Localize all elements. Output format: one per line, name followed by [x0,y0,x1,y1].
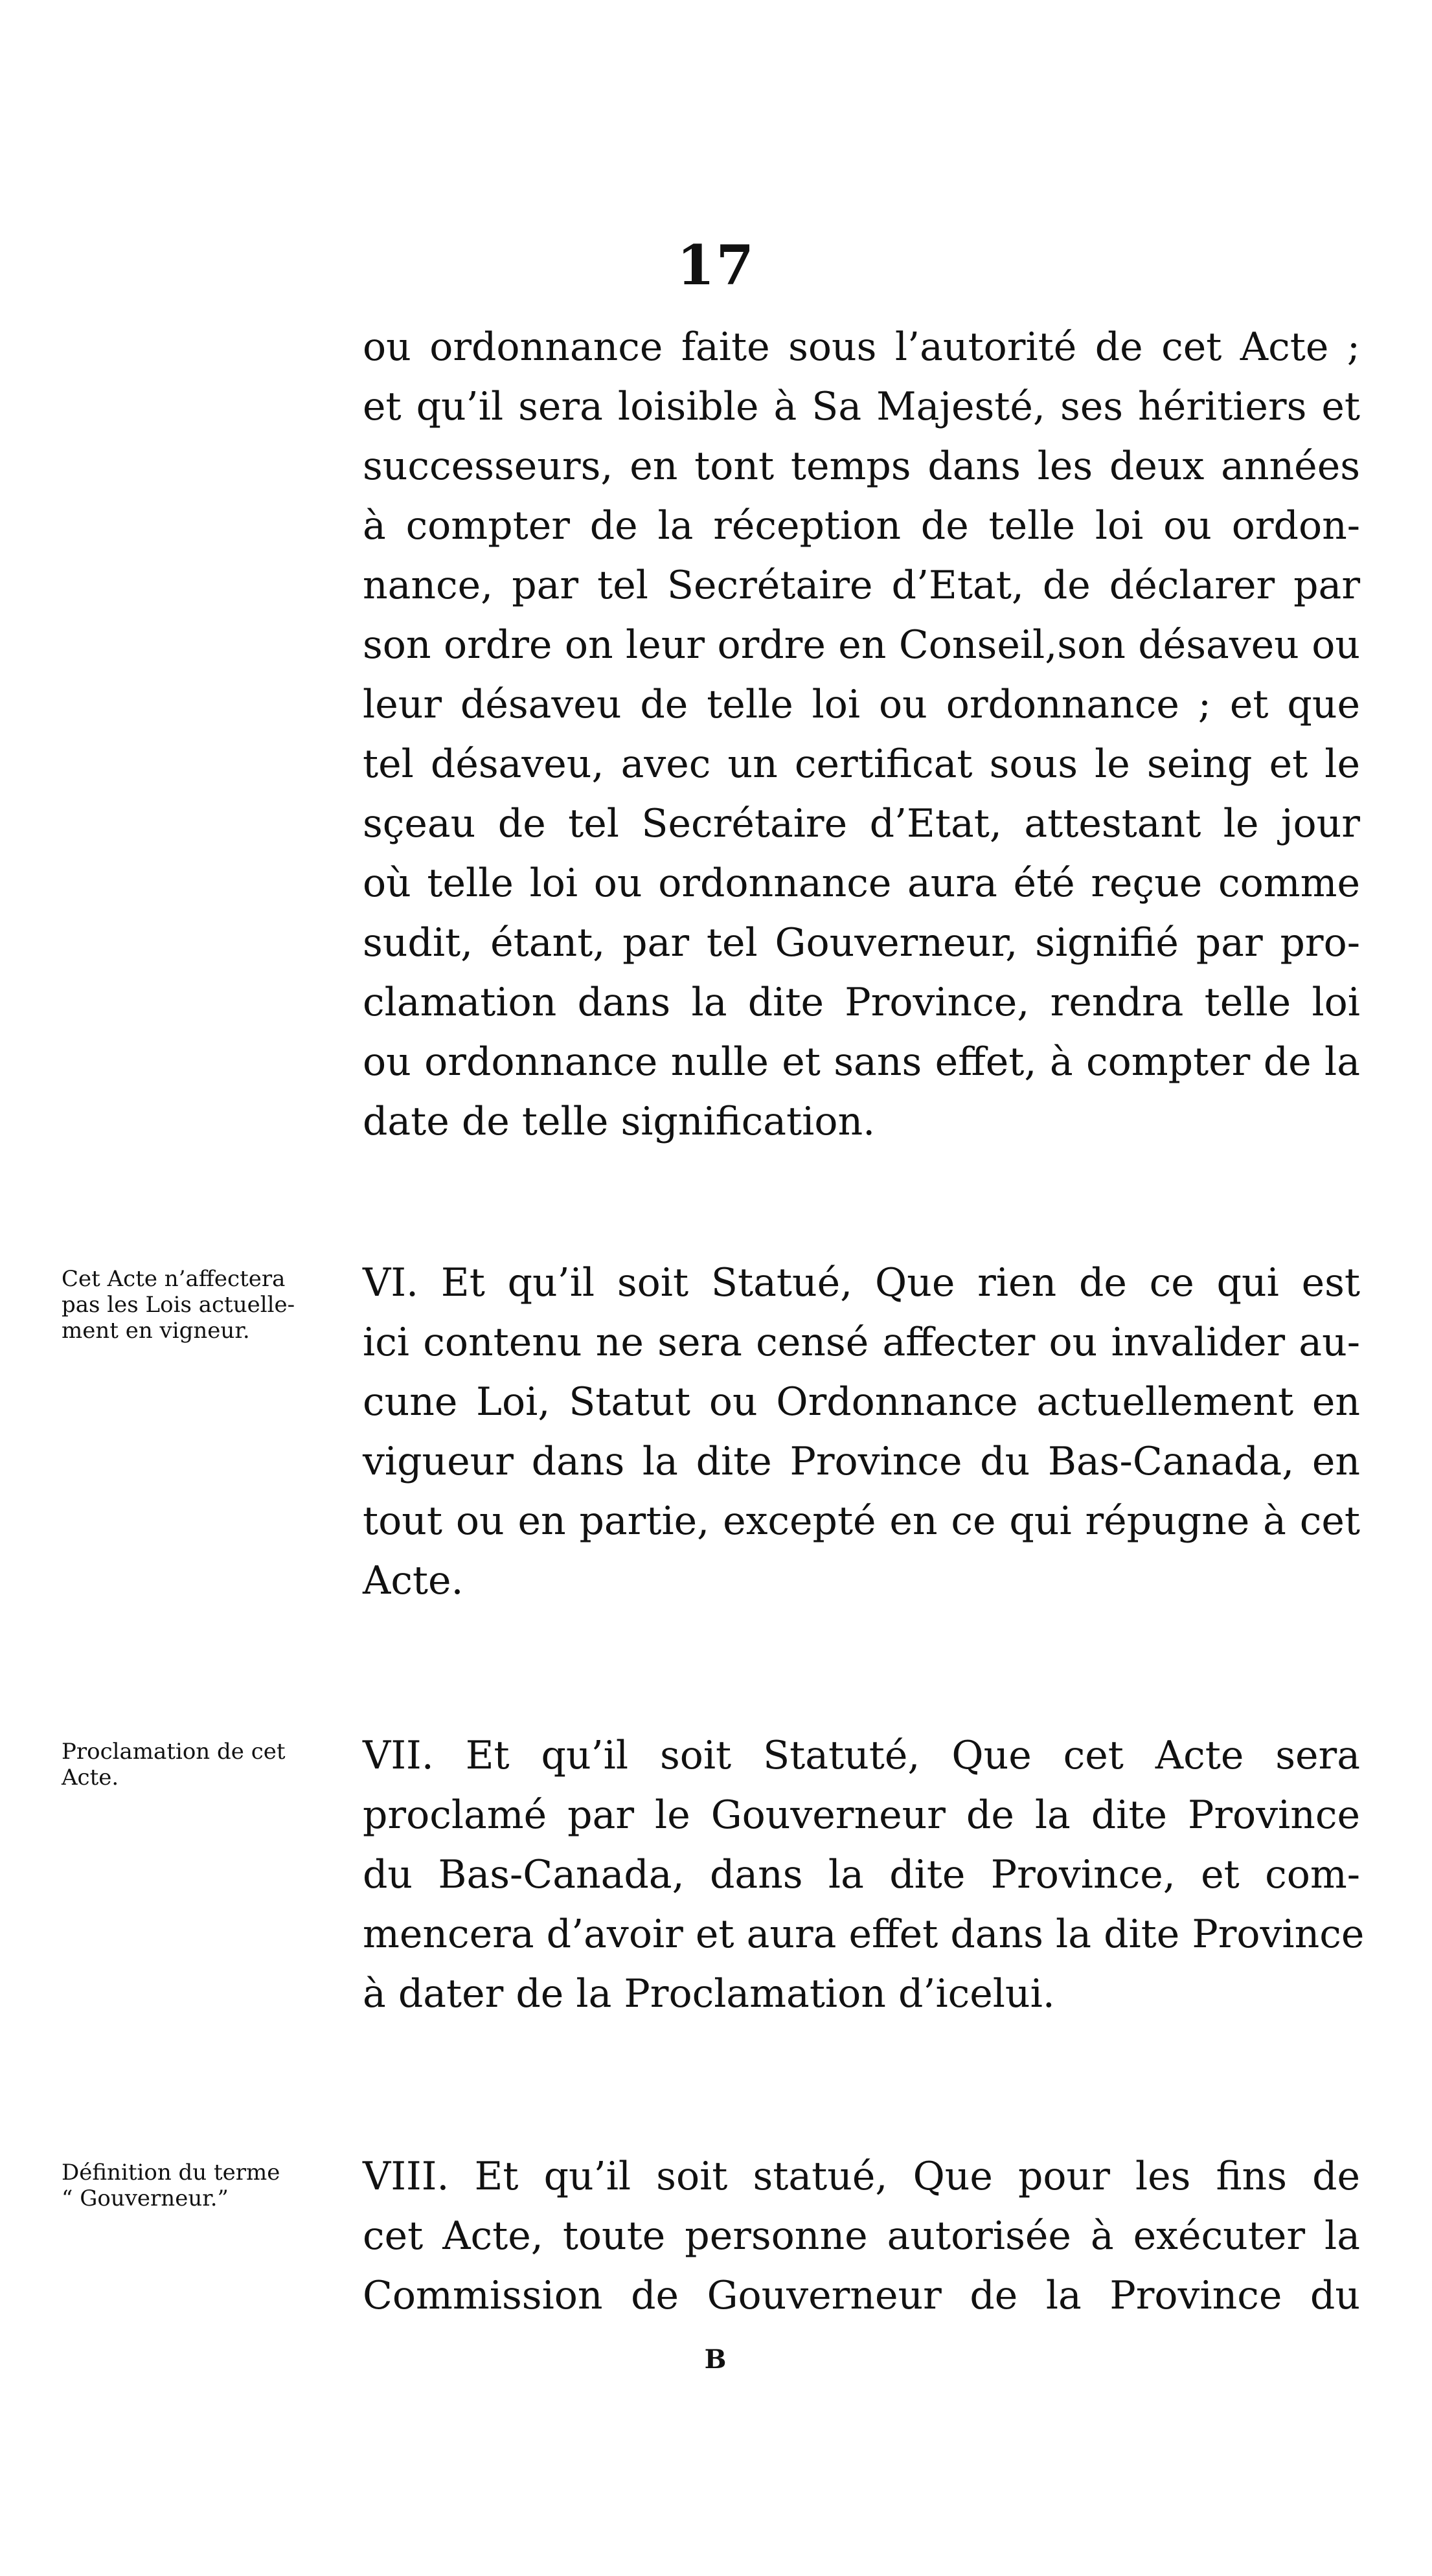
margin-note-section-7 [62,1739,366,1791]
text-line: sçeau de tel Secrétaire d’Etat, attestant le jour [363,801,1360,846]
text-line: clamation dans la dite Province, rendra telle loi [363,980,1360,1025]
text-line: vigueur dans la dite Province du Bas-Canada, en [363,1439,1360,1484]
signature-mark: B [704,2344,728,2375]
text-line: sudit, étant, par tel Gouverneur, signifié par pro- [363,920,1360,966]
text-line: où telle loi ou ordonnance aura été reçue comme [363,861,1360,906]
section-7 [363,1726,1365,2024]
text-line: tel désaveu, avec un certificat sous le seing et le [363,741,1360,787]
page-number: 17 [677,233,755,297]
text-line: leur désaveu de telle loi ou ordonnance ; et que [363,682,1360,727]
text-line: ou ordonnance faite sous l’autorité de cet Acte ; [363,324,1360,370]
text-line: ici contenu ne sera censé affecter ou invalider au- [363,1320,1360,1365]
section-8 [363,2147,1360,2325]
text-line: VI. Et qu’il soit Statué, Que rien de ce qui est [363,1260,1360,1305]
section-6 [363,1253,1360,1610]
text-line: tout ou en partie, excepté en ce qui répugne à cet [363,1498,1360,1544]
margin-note-section-6 [62,1266,366,1344]
margin-note-line: Cet Acte n’affectera [62,1266,286,1292]
text-line: cet Acte, toute personne autorisée à exécuter la [363,2213,1360,2259]
margin-note-line: ment en vigneur. [62,1318,250,1344]
text-line: VII. Et qu’il soit Statuté, Que cet Acte sera [363,1733,1360,1778]
text-line: et qu’il sera loisible à Sa Majesté, ses héritiers et [363,384,1360,429]
margin-note-line: Acte. [62,1765,119,1791]
text-line: date de telle signification. [363,1099,876,1144]
text-line: cune Loi, Statut ou Ordonnance actuellement en [363,1379,1360,1425]
text-line: successeurs, en tont temps dans les deux années [363,444,1360,489]
paragraph-continuation [363,317,1360,1151]
text-line: son ordre on leur ordre en Conseil,son désaveu ou [363,622,1360,668]
text-line: nance, par tel Secrétaire d’Etat, de déclarer par [363,563,1360,608]
text-line: à compter de la réception de telle loi ou ordon- [363,503,1360,548]
text-line: du Bas-Canada, dans la dite Province, et com- [363,1852,1360,1897]
text-line: proclamé par le Gouverneur de la dite Province [363,1792,1360,1838]
margin-note-line: “ Gouverneur.” [62,2186,229,2211]
text-line: VIII. Et qu’il soit statué, Que pour les fins de [363,2154,1360,2199]
margin-note-line: pas les Lois actuelle- [62,1292,295,1318]
margin-note-line: Proclamation de cet [62,1739,286,1765]
text-line: à dater de la Proclamation d’icelui. [363,1971,1055,2017]
text-line: Commission de Gouverneur de la Province du [363,2273,1360,2318]
margin-note-section-8 [62,2160,366,2211]
margin-note-line: Définition du terme [62,2160,280,2186]
text-line: mencera d’avoir et aura effet dans la dite Province [363,1912,1365,1957]
text-line: ou ordonnance nulle et sans effet, à compter de la [363,1039,1360,1085]
text-line: Acte. [363,1558,464,1603]
